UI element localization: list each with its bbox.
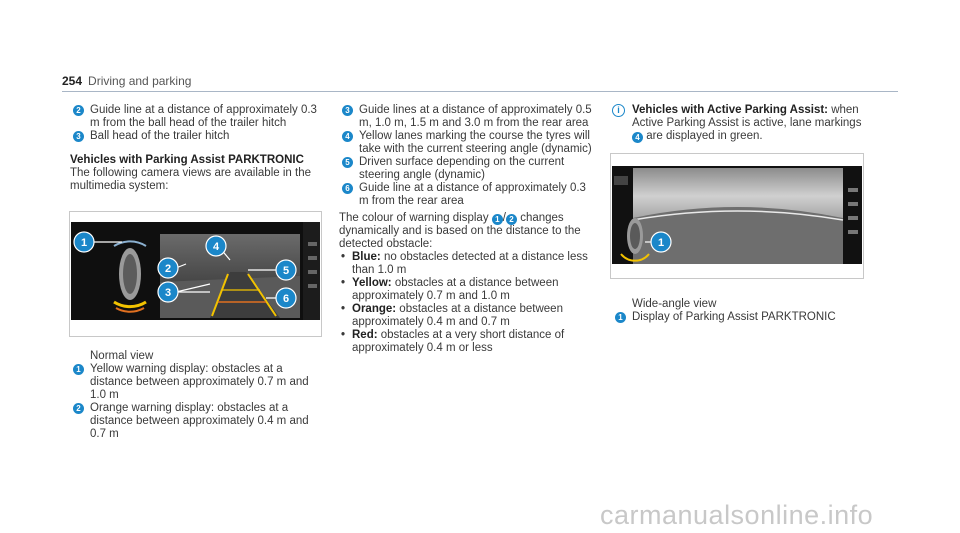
bullet-text: no obstacles detected at a distance less than 1.0 m	[352, 251, 588, 276]
page-header	[62, 74, 191, 88]
callout-number: 4	[632, 132, 643, 143]
callout-number: 2	[73, 105, 84, 116]
list-item-text: Guide lines at a distance of approximately 0.5 m, 1.0 m, 1.5 m and 3.0 m from the rear area	[359, 104, 592, 129]
callout-number: 4	[342, 131, 353, 142]
bullet-label: Blue:	[352, 251, 381, 263]
column-3	[612, 104, 874, 143]
callout-number: 2	[506, 214, 517, 225]
bullet-label: Orange:	[352, 303, 397, 315]
callout-number: 5	[342, 157, 353, 168]
list-item	[339, 130, 594, 156]
bullet-item: • Blue: no obstacles detected at a distance less than 1.0 m	[341, 251, 588, 276]
list-item-text: Yellow lanes marking the course the tyres will take with the current steering angle (dynamic)	[359, 130, 592, 155]
list-item-text: Guide line at a distance of approximately 0.3 m from the rear area	[359, 182, 586, 207]
normal-view-figure	[69, 211, 322, 337]
bullet-item: • Red: obstacles at a very short distance of approximately 0.4 m or less	[341, 329, 565, 354]
page-number: 254	[62, 74, 83, 88]
bullet-label: Yellow:	[352, 277, 392, 289]
callout-number: 6	[342, 183, 353, 194]
callout-number: 1	[615, 312, 626, 323]
list-item	[339, 182, 594, 208]
figure-callout: 6	[282, 293, 290, 305]
colour-paragraph	[339, 212, 594, 251]
list-item	[339, 104, 594, 130]
info-icon: i	[612, 104, 625, 117]
list-item	[70, 363, 320, 402]
figure-callout: 2	[164, 263, 172, 275]
figure-caption: Normal view	[90, 350, 154, 362]
section-heading: Vehicles with Parking Assist PARKTRONIC	[70, 154, 304, 166]
list-item-text: Display of Parking Assist PARKTRONIC	[632, 311, 836, 323]
callout-number: 2	[73, 403, 84, 414]
list-item-text: Ball head of the trailer hitch	[90, 130, 230, 142]
list-item-text: Yellow warning display: obstacles at a distance between approximately 0.7 m and 1.0 m	[90, 363, 309, 401]
info-text: are displayed in green.	[646, 130, 763, 142]
list-item	[70, 104, 320, 130]
info-heading: Vehicles with Active Parking Assist:	[632, 104, 828, 116]
separator: /	[502, 212, 506, 224]
callout-number: 3	[342, 105, 353, 116]
list-item	[70, 402, 320, 441]
wide-angle-camera-illustration	[611, 154, 863, 278]
callout-number: 3	[73, 131, 84, 142]
callout-number: 1	[73, 364, 84, 375]
wide-angle-figure	[610, 153, 864, 279]
watermark: carmanualsonline.info	[600, 500, 874, 530]
camera-display-illustration	[70, 212, 321, 336]
list-item	[612, 311, 874, 324]
figure-callout: 4	[212, 241, 220, 253]
bullet-text: obstacles at a distance between approximately 0.7 m and 1.0 m	[352, 277, 559, 302]
figure-callout: 5	[282, 265, 290, 277]
figure-callout: 3	[164, 287, 172, 299]
header-rule	[62, 91, 898, 92]
list-item-text: Driven surface depending on the current steering angle (dynamic)	[359, 156, 565, 181]
bullet-item: • Orange: obstacles at a distance between approximately 0.4 m and 0.7 m	[341, 303, 563, 328]
bullet-text: obstacles at a very short distance of approximately 0.4 m or less	[352, 329, 565, 354]
column-1	[70, 104, 320, 193]
bullet-item: • Yellow: obstacles at a distance between approximately 0.7 m and 1.0 m	[341, 277, 559, 302]
column-3-lower	[612, 298, 874, 324]
list-item-text: Orange warning display: obstacles at a distance between approximately 0.4 m and 0.7 m	[90, 402, 309, 440]
info-text: when Active Parking Assist is active, lane markings	[632, 104, 862, 129]
paragraph-text: The colour of warning display	[339, 212, 489, 224]
bullet-label: Red:	[352, 329, 378, 341]
figure-caption: Wide-angle view	[632, 298, 717, 310]
intro-text: The following camera views are available in the multimedia system:	[70, 167, 311, 192]
paragraph-text: changes dynamically and is based on the distance to the detected obstacle:	[339, 212, 581, 250]
info-note	[612, 104, 874, 143]
figure-callout: 1	[80, 237, 88, 249]
column-1-lower	[70, 350, 320, 441]
figure-callout: 1	[657, 237, 665, 249]
list-item	[70, 130, 320, 143]
list-item	[339, 156, 594, 182]
column-2	[339, 104, 594, 355]
section-title: Driving and parking	[88, 74, 192, 88]
bullet-text: obstacles at a distance between approximately 0.4 m and 0.7 m	[352, 303, 563, 328]
callout-number: 1	[492, 214, 503, 225]
list-item-text: Guide line at a distance of approximately 0.3 m from the ball head of the trailer hitch	[90, 104, 317, 129]
